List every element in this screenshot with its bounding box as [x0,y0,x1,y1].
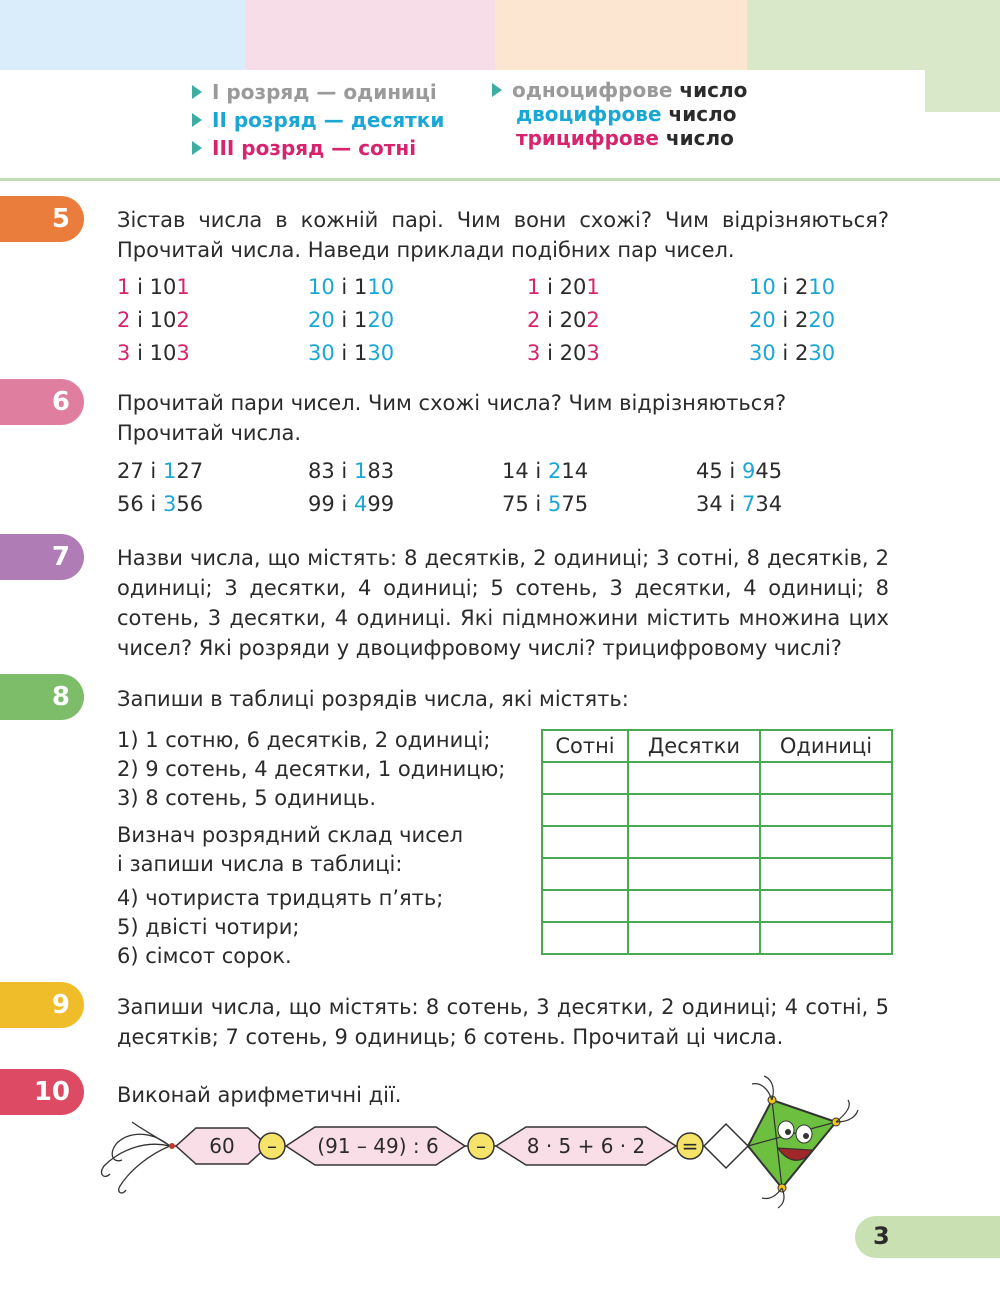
number-pair [527,304,600,337]
pair-sep: і [782,275,789,299]
table-cell[interactable] [628,826,760,858]
number-pair [527,271,600,304]
table-cell[interactable] [760,794,892,826]
legend-number-kinds [492,78,747,150]
pair-b-plain: 20 [559,341,587,365]
pair-b-rest: 56 [176,492,204,516]
pair-a: 2 [117,308,131,332]
legend-row [492,126,747,150]
legend-digit-places [192,78,444,162]
page-number: 3 [873,1222,890,1250]
pair-sep: і [150,492,157,516]
table-cell[interactable] [628,890,760,922]
pair-b-plain: 10 [149,275,177,299]
pair-b-plain: 2 [794,341,809,365]
number-pair-column [308,455,394,521]
table-cell[interactable] [542,794,628,826]
number-pair [117,488,203,521]
table-cell[interactable] [628,922,760,954]
pair-b-digit: 1 [162,459,177,483]
list-item: 2) 9 сотень, 4 десятки, 1 одиницю; [117,757,506,781]
pair-b-digit: 1 [353,459,368,483]
task-5-text: Зістав числа в кожній парі. Чим вони схожі? Чим відрізняються? Прочитай числа. Наведи приклади подібних пар чисел. [117,208,889,262]
chevron-right-icon [192,85,202,99]
pair-sep: і [535,459,542,483]
number-pair [117,271,190,304]
pair-a: 1 [527,275,541,299]
number-pair [117,455,203,488]
task-7-text: Назви числа, що містять: 8 десятків, 2 одиниці; 3 сотні, 8 десятків, 2 одиниці; 3 десятки, 4 одиниці; 5 сотень, 3 десятки, 4 одиниці; 8 сотень, 3 десятки, 4 одиниці. Які підмножини містить множина цих чисел? Які розряди у двоцифровому числі? трицифровому числі? [117,546,889,660]
number-pair [696,455,782,488]
pair-b-rest: 75 [561,492,589,516]
table-cell[interactable] [628,794,760,826]
pair-a: 3 [527,341,541,365]
pair-sep: і [341,275,348,299]
task-number-tab: 5 [0,196,84,242]
table-row [542,826,892,858]
expression-text: 8 · 5 + 6 · 2 [526,1134,646,1158]
pair-a: 10 [749,275,776,299]
task-6-text: Прочитай пари чисел. Чим схожі числа? Чим відрізняються? Прочитай числа. [117,391,787,445]
pair-b-color: 10 [367,275,395,299]
number-pair [308,455,394,488]
pair-b-plain: 10 [149,341,177,365]
pair-sep: і [535,492,542,516]
pair-sep: і [137,275,143,299]
table-header: Десятки [628,730,760,762]
pair-a: 2 [527,308,541,332]
legend-row [192,106,444,134]
top-band-pink [245,0,495,70]
place-value-table [541,729,893,955]
table-cell[interactable] [542,922,628,954]
list-item: 5) двісті чотири; [117,915,300,939]
number-pair-column [117,271,190,370]
string-knot [169,1143,175,1149]
pair-a: 20 [749,308,776,332]
pair-b-digit: 9 [741,459,756,483]
header-panel [0,70,925,178]
pair-a: 30 [749,341,776,365]
number-pair [117,337,190,370]
legend-label: ІІІ розряд — сотні [212,136,417,160]
task-8-instruction [117,821,463,879]
number-pair [749,337,835,370]
pair-sep: і [137,341,143,365]
number-pair [527,337,600,370]
pair-b-digit: 7 [741,492,756,516]
pair-sep: і [782,308,789,332]
task-number-tab: 9 [0,982,84,1028]
legend-row [192,134,444,162]
pair-b-color: 10 [808,275,836,299]
task-9-text: Запиши числа, що містять: 8 сотень, 3 десятки, 2 одиниці; 4 сотні, 5 десятків; 7 сотень, 9 одиниць; 6 сотень. Прочитай ці числа. [117,995,889,1049]
list-item: 6) сімсот сорок. [117,944,292,968]
page-number-badge [855,1216,1000,1258]
pair-b-rest: 83 [367,459,395,483]
pair-a: 75 [502,492,529,516]
number-pair [308,271,394,304]
table-cell[interactable] [760,762,892,794]
pair-b-digit: 5 [547,492,562,516]
number-pair [308,488,394,521]
task-8-list-a [117,726,505,813]
pair-b-color: 1 [176,275,190,299]
operator-text: = [681,1134,699,1158]
pair-a: 83 [308,459,335,483]
table-header: Сотні [542,730,628,762]
pair-b-plain: 2 [794,275,809,299]
pair-b-rest: 99 [367,492,395,516]
pair-b-color: 20 [367,308,395,332]
pair-b-plain: 20 [559,275,587,299]
pair-sep: і [547,275,553,299]
table-row [542,858,892,890]
pair-b-color: 2 [586,308,600,332]
list-item: 3) 8 сотень, 5 одиниць. [117,786,377,810]
table-cell[interactable] [542,858,628,890]
number-pair-column [117,455,203,521]
operator-text: – [476,1134,486,1158]
pair-b-plain: 2 [794,308,809,332]
pair-a: 14 [502,459,529,483]
pair-b-color: 30 [367,341,395,365]
table-row [542,794,892,826]
task-8-list-b [117,884,443,971]
pair-b-digit: 4 [353,492,368,516]
pair-b-plain: 1 [353,308,368,332]
pair-sep: і [137,308,143,332]
pair-a: 3 [117,341,131,365]
pair-sep: і [547,341,553,365]
number-pair [308,304,394,337]
chevron-right-icon [492,83,502,97]
legend-suffix: число [665,126,734,150]
expression-text: (91 – 49) : 6 [317,1134,439,1158]
table-cell[interactable] [760,858,892,890]
pair-b-color: 20 [808,308,836,332]
table-row [542,890,892,922]
table-cell[interactable] [542,890,628,922]
number-pair-column [502,455,588,521]
legend-space [659,126,666,150]
task-number-tab: 10 [0,1069,84,1115]
number-pair [749,271,835,304]
number-pair [502,455,588,488]
pair-b-rest: 14 [561,459,589,483]
task-number-tab: 8 [0,674,84,720]
number-pair [117,304,190,337]
pair-b-color: 2 [176,308,190,332]
pair-a: 10 [308,275,335,299]
table-header-row [542,730,892,762]
legend-word: одноцифрове [512,78,673,102]
table-cell[interactable] [760,826,892,858]
number-pair [696,488,782,521]
legend-space [672,78,679,102]
list-item: 1) 1 сотню, 6 десятків, 2 одиниці; [117,728,491,752]
kite-tail-icon [102,1122,170,1193]
table-cell[interactable] [628,762,760,794]
pair-b-plain: 10 [149,308,177,332]
legend-suffix: число [668,102,737,126]
chevron-right-icon [192,141,202,155]
pair-b-color: 1 [586,275,600,299]
chevron-right-icon [192,113,202,127]
pair-b-color: 30 [808,341,836,365]
pair-a: 45 [696,459,723,483]
task-10-text: Виконай арифметичні дії. [117,1083,402,1107]
pair-a: 20 [308,308,335,332]
expression-text: 60 [209,1134,235,1158]
legend-word: трицифрове [516,126,659,150]
number-pair-column [308,271,394,370]
kite-character-icon [748,1076,858,1208]
legend-suffix: число [679,78,748,102]
table-cell[interactable] [628,858,760,890]
table-cell[interactable] [542,762,628,794]
pair-a: 34 [696,492,723,516]
pair-sep: і [150,459,157,483]
number-pair-column [527,271,600,370]
table-row [542,762,892,794]
top-band-peach [495,0,747,70]
arithmetic-chain [0,1070,1000,1220]
pair-b-plain: 1 [353,275,368,299]
pair-a: 99 [308,492,335,516]
pair-a: 56 [117,492,144,516]
pair-sep: і [341,459,348,483]
legend-space [662,102,669,126]
pair-sep: і [547,308,553,332]
pair-b-rest: 45 [755,459,783,483]
instruction-line: і запиши числа в таблиці: [117,852,403,876]
list-item: 4) чотириста тридцять п’ять; [117,886,444,910]
table-cell[interactable] [542,826,628,858]
top-band-blue [0,0,245,70]
pair-b-plain: 20 [559,308,587,332]
task-8-text: Запиши в таблиці розрядів числа, які містять: [117,687,629,711]
pair-sep: і [782,341,789,365]
pair-sep: і [729,459,736,483]
pair-a: 27 [117,459,144,483]
pair-b-rest: 27 [176,459,204,483]
pair-b-color: 3 [586,341,600,365]
table-header: Одиниці [760,730,892,762]
task-number-tab: 7 [0,534,84,580]
number-pair [308,337,394,370]
header-green-corner [925,70,1000,112]
pair-sep: і [729,492,736,516]
pair-sep: і [341,341,348,365]
header-divider [0,178,1000,181]
table-cell[interactable] [760,922,892,954]
legend-row [492,102,747,126]
pair-b-digit: 3 [162,492,177,516]
pair-sep: і [341,308,348,332]
legend-row [192,78,444,106]
operator-text: – [267,1134,277,1158]
number-pair-column [749,271,835,370]
table-row [542,922,892,954]
pair-a: 1 [117,275,131,299]
pair-b-plain: 1 [353,341,368,365]
pair-a: 30 [308,341,335,365]
number-pair [502,488,588,521]
pair-b-color: 3 [176,341,190,365]
result-box[interactable] [704,1124,748,1168]
table-cell[interactable] [760,890,892,922]
task-number-tab: 6 [0,379,84,425]
pair-sep: і [341,492,348,516]
number-pair [749,304,835,337]
number-pair-column [696,455,782,521]
legend-label: І розряд — одиниці [212,80,437,104]
instruction-line: Визнач розрядний склад чисел [117,823,464,847]
legend-row [492,78,747,102]
legend-label: ІІ розряд — десятки [212,108,445,132]
legend-word: двоцифрове [516,102,662,126]
pair-b-digit: 2 [547,459,562,483]
pair-b-rest: 34 [755,492,783,516]
top-band-green [747,0,1000,70]
